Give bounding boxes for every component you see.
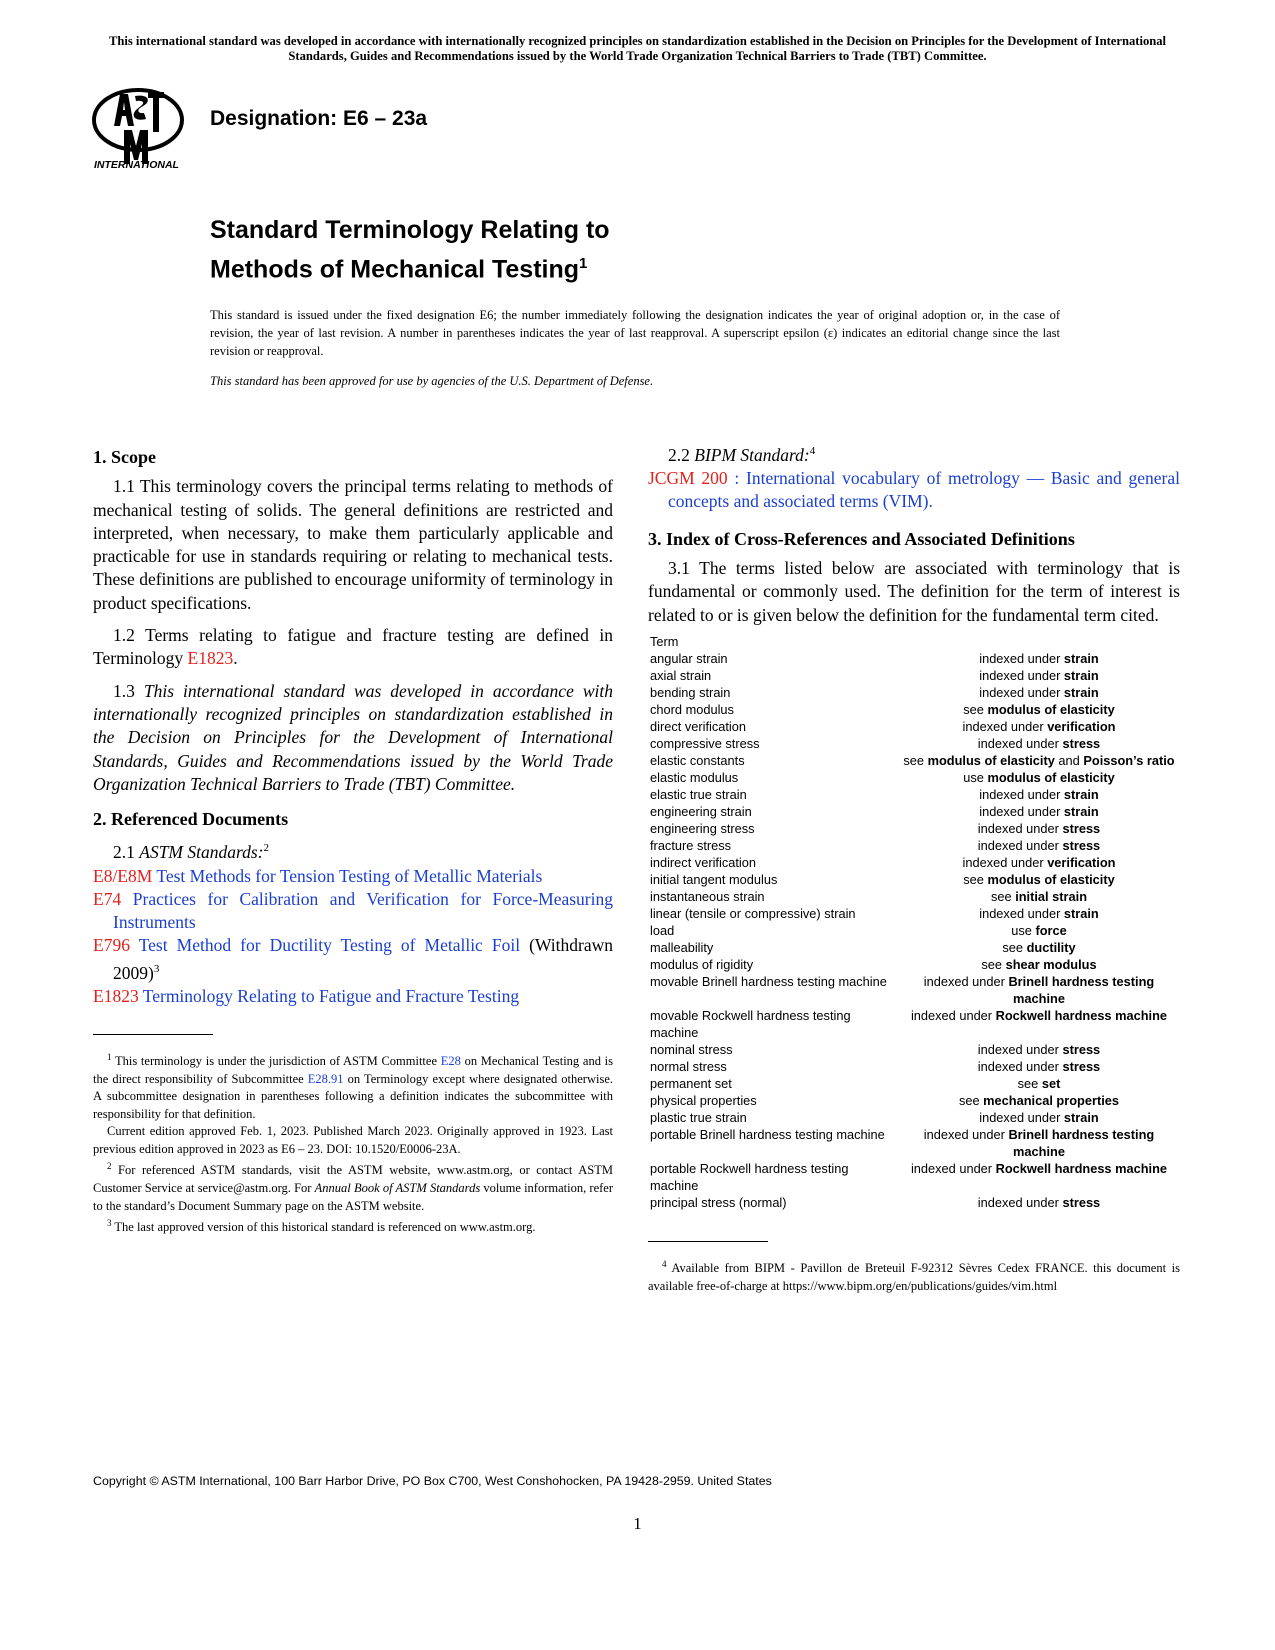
reference-term: force <box>1035 922 1067 938</box>
ref-code[interactable]: E8/E8M <box>93 865 153 886</box>
left-column <box>93 446 613 1237</box>
table-row <box>648 1007 1178 1041</box>
ref-code[interactable]: E74 <box>93 888 122 909</box>
jcgm-code[interactable]: JCGM 200 <box>648 468 728 489</box>
table-row <box>648 1075 1178 1092</box>
reference-prefix: see <box>990 888 1016 904</box>
reference-term: modulus of elasticity <box>987 871 1115 887</box>
reference-term: stress <box>1062 837 1101 853</box>
reference-term: modulus of elasticity <box>927 752 1055 768</box>
astm-logo <box>90 86 202 174</box>
fn2-mark: 2 <box>107 1161 112 1172</box>
table-row <box>648 752 1178 769</box>
term-cell: bending strain <box>650 684 731 700</box>
scope-heading: 1. Scope <box>93 447 156 467</box>
footnote-edition: Current edition approved Feb. 1, 2023. Published March 2023. Originally approved in 1923. Last previous edition approved in 2023 as E6 – 23. DOI: 10.1520/E0006-23A. <box>93 1124 613 1156</box>
reference-term: strain <box>1063 667 1099 683</box>
reference-prefix: indexed under <box>977 735 1063 751</box>
index-heading: 3. Index of Cross-References and Associated Definitions <box>648 528 1075 549</box>
footnote-divider <box>93 1034 213 1035</box>
term-cell: malleability <box>650 939 714 955</box>
reference-term: Rockwell hardness machine <box>995 1007 1168 1023</box>
reference-term: initial strain <box>1015 888 1088 904</box>
reference-cell <box>900 650 1178 667</box>
fn1-text-c: on Terminology except where designated otherwise. A subcommittee designation in parentheses following a definition indicates the subcommittee with responsibility for that definition. <box>93 1071 613 1121</box>
term-cell: chord modulus <box>650 701 734 717</box>
reference-term: verification <box>1047 854 1116 870</box>
reference-cell <box>900 1041 1178 1058</box>
table-row <box>648 956 1178 973</box>
scope-1-2-text: 1.2 Terms relating to fatigue and fracture testing are defined in Terminology <box>93 625 613 669</box>
term-cell: elastic constants <box>650 752 745 768</box>
term-cell: physical properties <box>650 1092 757 1108</box>
fn4-mark: 4 <box>662 1258 667 1269</box>
ref-title[interactable]: Terminology Relating to Fatigue and Fracture Testing <box>138 985 520 1006</box>
table-row <box>648 973 1178 1007</box>
table-row <box>648 684 1178 701</box>
term-cell: elastic true strain <box>650 786 747 802</box>
table-row <box>648 871 1178 888</box>
reference-cell <box>900 956 1178 973</box>
reference-term: strain <box>1063 786 1099 802</box>
term-cell: direct verification <box>650 718 747 734</box>
reference-prefix: indexed under <box>910 1007 996 1023</box>
term-cell: angular strain <box>650 650 728 666</box>
e28-91-link[interactable]: E28.91 <box>307 1071 344 1086</box>
jcgm-title[interactable]: : International vocabulary of metrology — Basic and general concepts and associated terms (VIM). <box>668 468 1180 512</box>
term-cell: elastic modulus <box>650 769 739 785</box>
reference-term: strain <box>1063 684 1099 700</box>
scope-1-2 <box>93 624 613 671</box>
ref-code[interactable]: E796 <box>93 935 130 956</box>
table-row <box>648 667 1178 684</box>
table-row <box>648 905 1178 922</box>
reference-term: stress <box>1062 820 1101 836</box>
reference-prefix: indexed under <box>979 650 1064 666</box>
reference-term: Brinell hardness testing machine <box>1008 1126 1155 1159</box>
reference-prefix: indexed under <box>923 973 1009 989</box>
reference-term: Poisson’s ratio <box>1083 752 1175 768</box>
table-row <box>648 786 1178 803</box>
scope-1-2-end: . <box>233 648 238 669</box>
reference-cell <box>900 735 1178 752</box>
table-row <box>648 1058 1178 1075</box>
reference-term: strain <box>1063 803 1099 819</box>
reference-cell <box>900 752 1178 769</box>
bipm-footnote-mark: 4 <box>809 445 816 457</box>
term-cell: linear (tensile or compressive) strain <box>650 905 856 921</box>
reference-term: ductility <box>1026 939 1076 955</box>
term-cell: plastic true strain <box>650 1109 747 1125</box>
reference-term: strain <box>1063 650 1099 666</box>
table-row <box>648 650 1178 667</box>
subhead-footnote-mark: 2 <box>263 842 270 855</box>
page-title <box>210 214 610 286</box>
preamble <box>210 306 1060 402</box>
reference-term: verification <box>1047 718 1116 734</box>
subhead-label: ASTM Standards: <box>139 842 264 863</box>
reference-prefix: see <box>963 701 988 717</box>
reference-term: set <box>1041 1075 1061 1091</box>
astm-logo-mark <box>90 86 202 174</box>
term-cell: permanent set <box>650 1075 732 1091</box>
fn1-text-a: This terminology is under the jurisdiction of ASTM Committee <box>111 1054 441 1069</box>
fn2-italic: Annual Book of ASTM Standards <box>314 1181 481 1195</box>
table-row <box>648 854 1178 871</box>
ref-title[interactable]: Test Methods for Tension Testing of Metallic Materials <box>152 865 543 886</box>
reference-prefix: indexed under <box>979 803 1064 819</box>
table-row <box>648 922 1178 939</box>
reference-cell <box>900 803 1178 820</box>
reference-term: stress <box>1062 1041 1101 1057</box>
term-cell: movable Rockwell hardness testing machine <box>650 1007 851 1040</box>
table-row <box>648 1194 1178 1211</box>
reference-cell <box>900 769 1178 786</box>
footnote-4 <box>648 1256 1180 1295</box>
term-cell: principal stress (normal) <box>650 1194 787 1210</box>
reference-prefix: indexed under <box>977 820 1063 836</box>
reference-cell <box>900 684 1178 701</box>
title-line-2: Methods of Mechanical Testing <box>210 255 580 284</box>
reference-term: stress <box>1062 735 1101 751</box>
fn3-text: The last approved version of this historical standard is referenced on www.astm.org. <box>111 1220 536 1235</box>
page-number: 1 <box>633 1514 642 1533</box>
reference-prefix: indexed under <box>977 1041 1063 1057</box>
reference-prefix: see <box>958 1092 984 1108</box>
reference-term: strain <box>1063 1109 1099 1125</box>
reference-cell <box>900 888 1178 905</box>
term-cell: indirect verification <box>650 854 756 870</box>
footnote-2 <box>93 1158 613 1215</box>
fn1-mark: 1 <box>107 1052 112 1063</box>
reference-prefix: indexed under <box>979 667 1064 683</box>
reference-cell <box>900 1092 1178 1109</box>
table-row <box>648 1092 1178 1109</box>
reference-term: modulus of elasticity <box>987 701 1115 717</box>
term-column-header: Term <box>650 633 679 649</box>
reference-term: stress <box>1062 1058 1101 1074</box>
reference-term: Rockwell hardness machine <box>995 1160 1168 1176</box>
reference-prefix: indexed under <box>977 1058 1063 1074</box>
reference-cell <box>900 820 1178 837</box>
scope-1-3-text: This international standard was developed in accordance with internationally recognized principles on standardization established in the Decision on Principles for the Development of International Standards, Guides and Recommendations issued by the World Trade Organization Technical Barriers to Trade (TBT) Committee. <box>93 680 614 794</box>
reference-prefix: see <box>903 752 928 768</box>
fn1-text-b: on Mechanical Testing and is the direct responsibility of Subcommittee <box>93 1054 613 1086</box>
term-cell: nominal stress <box>650 1041 733 1057</box>
reference-prefix: see <box>1002 939 1027 955</box>
reference-prefix: indexed under <box>977 837 1063 853</box>
ref-item[interactable] <box>93 888 613 935</box>
ref-item[interactable] <box>93 934 613 984</box>
cross-reference-table <box>648 633 1178 1211</box>
reference-term: mechanical properties <box>983 1092 1120 1108</box>
e1823-link[interactable]: E1823 <box>187 648 234 669</box>
reference-prefix: see <box>981 956 1006 972</box>
term-cell: fracture stress <box>650 837 732 853</box>
reference-cell <box>900 718 1178 735</box>
reference-cell <box>900 939 1178 956</box>
reference-prefix: indexed under <box>979 786 1064 802</box>
reference-term: strain <box>1063 905 1099 921</box>
standards-notice: This international standard was developed in accordance with internationally recognized principles on standardization established in the Decision on Principles for the Development of International Standards, Guides and Recommendations issued by the World Trade Organization Technical Barriers to Trade (TBT) Committee. <box>108 34 1167 63</box>
ref-title[interactable]: Practices for Calibration and Verification for Force-Measuring Instruments <box>113 888 613 933</box>
term-cell: normal stress <box>650 1058 727 1074</box>
reference-prefix: indexed under <box>979 905 1064 921</box>
term-cell: axial strain <box>650 667 712 683</box>
reference-prefix: indexed under <box>977 1194 1063 1210</box>
table-row <box>648 1126 1178 1160</box>
scope-1-1: 1.1 This terminology covers the principal terms relating to methods of mechanical testing of solids. The general definitions are restricted and interpreted, when necessary, to make them particularly applicable and practicable for use in standards requiring or relating to mechanical tests. These definitions are published to encourage uniformity of terminology in product specifications. <box>93 476 613 613</box>
reference-cell <box>900 1109 1178 1126</box>
ref-item[interactable] <box>93 985 613 1008</box>
fn4-text: Available from BIPM - Pavillon de Breteuil F-92312 Sèvres Cedex FRANCE. this document is available free-of-charge at https://www.bipm.org/en/publications/guides/vim.html <box>648 1261 1180 1293</box>
footnote-divider <box>648 1241 768 1242</box>
reference-cell <box>900 871 1178 888</box>
reference-cell <box>900 905 1178 922</box>
title-line-1: Standard Terminology Relating to <box>210 216 610 244</box>
bipm-label: BIPM Standard: <box>694 444 810 465</box>
scope-1-3 <box>93 680 613 796</box>
reference-cell <box>900 667 1178 684</box>
copyright: Copyright © ASTM International, 100 Barr Harbor Drive, PO Box C700, West Conshohocken, PA 19428-2959. United States <box>93 1474 772 1488</box>
reference-prefix: indexed under <box>923 1126 1009 1142</box>
reference-cell <box>900 701 1178 718</box>
term-cell: portable Brinell hardness testing machine <box>650 1126 885 1142</box>
term-cell: compressive stress <box>650 735 760 751</box>
reference-prefix: see <box>963 871 988 887</box>
index-3-1: 3.1 The terms listed below are associated with terminology that is fundamental or commonly used. The definition for the term of interest is related to or is given below the definition for the fundamental term cited. <box>648 558 1180 625</box>
title-footnote-mark: 1 <box>579 255 588 272</box>
reference-cell <box>900 786 1178 803</box>
reference-prefix: use <box>1011 922 1036 938</box>
table-row <box>648 803 1178 820</box>
reference-cell <box>900 1075 1178 1092</box>
designation: Designation: E6 – 23a <box>210 107 428 130</box>
reference-term: modulus of elasticity <box>987 769 1115 785</box>
table-row <box>648 820 1178 837</box>
bipm-ref-item[interactable] <box>648 467 1180 514</box>
table-header-row <box>648 633 1178 650</box>
term-cell: modulus of rigidity <box>650 956 754 972</box>
term-cell: load <box>650 922 675 938</box>
table-row <box>648 837 1178 854</box>
e28-link[interactable]: E28 <box>440 1054 461 1069</box>
reference-cell <box>900 1126 1178 1160</box>
ref-title[interactable]: Test Method for Ductility Testing of Metallic Foil <box>129 935 521 956</box>
table-row <box>648 1041 1178 1058</box>
reference-prefix: indexed under <box>979 684 1064 700</box>
table-row <box>648 1109 1178 1126</box>
table-row <box>648 1160 1178 1194</box>
bipm-subhead <box>668 440 1180 467</box>
scope-1-3-num: 1.3 <box>113 680 144 701</box>
table-row <box>648 735 1178 752</box>
term-cell: initial tangent modulus <box>650 871 778 887</box>
astm-standards-subhead <box>113 837 613 864</box>
reference-prefix: indexed under <box>962 854 1048 870</box>
reference-term: Brinell hardness testing machine <box>1008 973 1155 1006</box>
reference-cell <box>900 854 1178 871</box>
fn3-mark: 3 <box>107 1218 112 1228</box>
table-row <box>648 718 1178 735</box>
right-column <box>648 440 1180 1295</box>
fn2-text-b: volume information, refer to the standard’s Document Summary page on the ASTM website. <box>93 1181 613 1213</box>
reference-cell <box>900 1007 1178 1041</box>
fn2-text-a: For referenced ASTM standards, visit the ASTM website, www.astm.org, or contact ASTM Customer Service at service@astm.org. For <box>93 1163 613 1195</box>
reference-prefix: indexed under <box>979 1109 1064 1125</box>
table-row <box>648 701 1178 718</box>
ref-withdrawn: (Withdrawn 2009) <box>113 935 613 983</box>
reference-cell <box>900 1160 1178 1194</box>
reference-cell <box>900 973 1178 1007</box>
term-cell: movable Brinell hardness testing machine <box>650 973 887 989</box>
table-row <box>648 888 1178 905</box>
ref-footnote-mark: 3 <box>153 962 160 975</box>
reference-cell <box>900 837 1178 854</box>
subhead-num: 2.1 <box>113 842 140 863</box>
term-cell: portable Rockwell hardness testing machine <box>650 1160 849 1193</box>
reference-prefix: use <box>963 769 988 785</box>
term-cell: engineering strain <box>650 803 752 819</box>
table-row <box>648 769 1178 786</box>
logo-text: INTERNATIONAL <box>94 159 179 171</box>
bipm-num: 2.2 <box>668 444 695 465</box>
footnote-1 <box>93 1049 613 1123</box>
reference-conjunction: and <box>1054 752 1084 768</box>
ref-item[interactable] <box>93 865 613 888</box>
reference-prefix: indexed under <box>910 1160 996 1176</box>
footnote-3 <box>93 1215 613 1237</box>
reference-cell <box>900 922 1178 939</box>
reference-prefix: indexed under <box>962 718 1048 734</box>
reference-cell <box>900 1194 1178 1211</box>
reference-cell <box>900 1058 1178 1075</box>
ref-code[interactable]: E1823 <box>93 985 139 1006</box>
term-cell: engineering stress <box>650 820 755 836</box>
reference-term: shear modulus <box>1005 956 1097 972</box>
dod-approval: This standard has been approved for use by agencies of the U.S. Department of Defense. <box>210 374 654 388</box>
term-cell: instantaneous strain <box>650 888 765 904</box>
preamble-text: This standard is issued under the fixed designation E6; the number immediately following the designation indicates the year of original adoption or, in the case of revision, the year of last revision. A number in parentheses indicates the year of last reapproval. A superscript epsilon (ε) indicates an editorial change since the last revision or reapproval. <box>210 308 1060 358</box>
reference-prefix: see <box>1017 1075 1042 1091</box>
table-row <box>648 939 1178 956</box>
reference-term: stress <box>1062 1194 1101 1210</box>
referenced-documents-heading: 2. Referenced Documents <box>93 809 289 830</box>
